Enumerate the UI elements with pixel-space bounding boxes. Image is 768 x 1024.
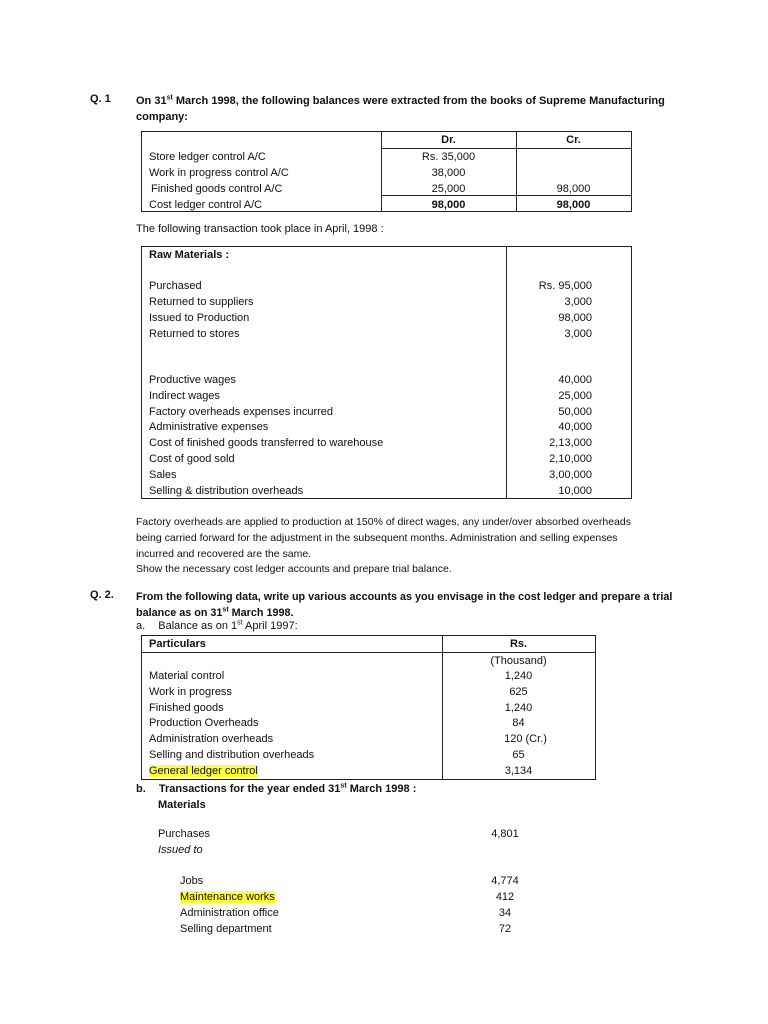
table-row-label: Finished goods [149,701,224,714]
table-row-label: Administration overheads [149,733,274,746]
table-row-label: Work in progress [149,685,232,698]
other-items-labels [149,373,499,499]
list-item: Purchases 4,801 [158,828,519,840]
list-item: Cost of finished goods transferred to warehouse [149,437,384,450]
list-item: Maintenance works 412 [180,891,515,903]
table-row-value: 84 [512,717,525,730]
table-row-label: Work in progress control A/C [149,167,289,179]
table-row-label: Cost ledger control A/C [149,199,263,211]
list-value: 50,000 [558,405,592,418]
table-row-value: 1,240 [504,701,533,714]
list-value: 40,000 [558,374,592,386]
list-value: 2,13,000 [549,437,592,450]
raw-materials-heading: Raw Materials : [149,249,230,261]
q1-header-cr: Cr. [566,134,581,146]
list-item: Purchased [149,280,202,292]
list-item: Jobs 4,774 [180,875,519,887]
list-value: 3,00,000 [549,468,592,481]
list-value: 98,000 [558,312,592,324]
q2-part-b: b. Transactions for the year ended 31st March 1998 : Materials [136,782,417,811]
q2-row-labels [149,669,439,780]
q1-notes [136,515,736,578]
table-row-value: 625 [509,685,528,698]
cr-value [516,149,631,165]
raw-materials-labels [149,278,499,342]
cr-value [516,165,631,181]
q1-number: Q. 1 [90,93,111,105]
q1-dr-column [381,149,516,213]
list-item: Administrative expenses [149,421,269,434]
table-row-label: Finished goods control A/C [151,183,283,195]
list-value: 40,000 [558,421,592,434]
list-item: Administration office 34 [180,907,512,919]
table-row-label: Selling and distribution overheads [149,748,315,761]
list-item: Selling department 72 [180,923,512,935]
note-line: Show the necessary cost ledger accounts and prepare trial balance. [136,563,452,576]
issued-to-label: Issued to [158,844,203,856]
q1-transactions-table [141,246,632,499]
note-line: being carried forward for the adjustment in the subsequent months. Administration and selling expenses [136,531,618,544]
q1-intro: On 31st March 1998, the following balances were extracted from the books of Supreme Manufacturing company: [136,94,665,123]
q1-transaction-intro: The following transaction took place in April, 1998 : [136,223,384,235]
q2-unit: (Thousand) [490,655,547,667]
table-row-label: Store ledger control A/C [149,151,266,163]
table-row-value: 1,240 [504,670,533,682]
q1-header-dr: Dr. [441,134,456,146]
q2-header-particulars: Particulars [149,638,206,650]
table-row-value: 120 (Cr.) [504,733,547,746]
list-item: Issued to Production [149,312,250,324]
cr-total: 98,000 [556,199,591,211]
highlighted-row-label: General ledger control [149,764,258,777]
q2-row-values [442,669,595,780]
q1-cr-column [516,149,631,213]
list-value: 2,10,000 [549,452,592,465]
q2-part-a: a. Balance as on 1st April 1997: [136,619,298,632]
q2-intro: From the following data, write up various accounts as you envisage in the cost ledger and prepare a trial balance as on 31st March 1998. [136,591,673,619]
list-item: Indirect wages [149,389,220,402]
materials-heading: Materials [158,799,206,811]
cr-value: 98,000 [556,183,591,195]
table-row-value: 3,134 [504,764,533,777]
note-line: Factory overheads are applied to production at 150% of direct wages, any under/over absorbed overheads [136,516,631,528]
list-item: Cost of good sold [149,452,235,465]
list-value: 25,000 [558,389,592,402]
dr-value: 25,000 [431,183,466,195]
dr-value: Rs. 35,000 [421,151,476,163]
list-value: Rs. 95,000 [538,280,592,292]
table-row-label: Material control [149,670,225,682]
dr-total: 98,000 [431,199,466,211]
list-value: 10,000 [558,484,592,497]
q2-balance-table [141,635,596,780]
note-line: incurred and recovered are the same. [136,547,312,560]
q2-number: Q. 2. [90,589,114,601]
q1-balance-labels [149,149,379,213]
list-value: 3,000 [564,296,592,308]
table-row-value: 65 [512,748,525,761]
list-item: Returned to suppliers [149,296,254,308]
list-item: Productive wages [149,374,236,386]
list-item: Returned to stores [149,328,240,340]
list-value: 3,000 [564,328,592,340]
list-item: Selling & distribution overheads [149,484,304,497]
raw-materials-values [506,278,592,342]
q2-header-rs: Rs. [509,638,528,650]
q1-balances-table [141,131,632,212]
other-items-values [506,373,592,499]
table-row-label: Production Overheads [149,717,259,730]
list-item: Sales [149,468,177,481]
dr-value: 38,000 [431,167,466,179]
list-item: Factory overheads expenses incurred [149,405,334,418]
